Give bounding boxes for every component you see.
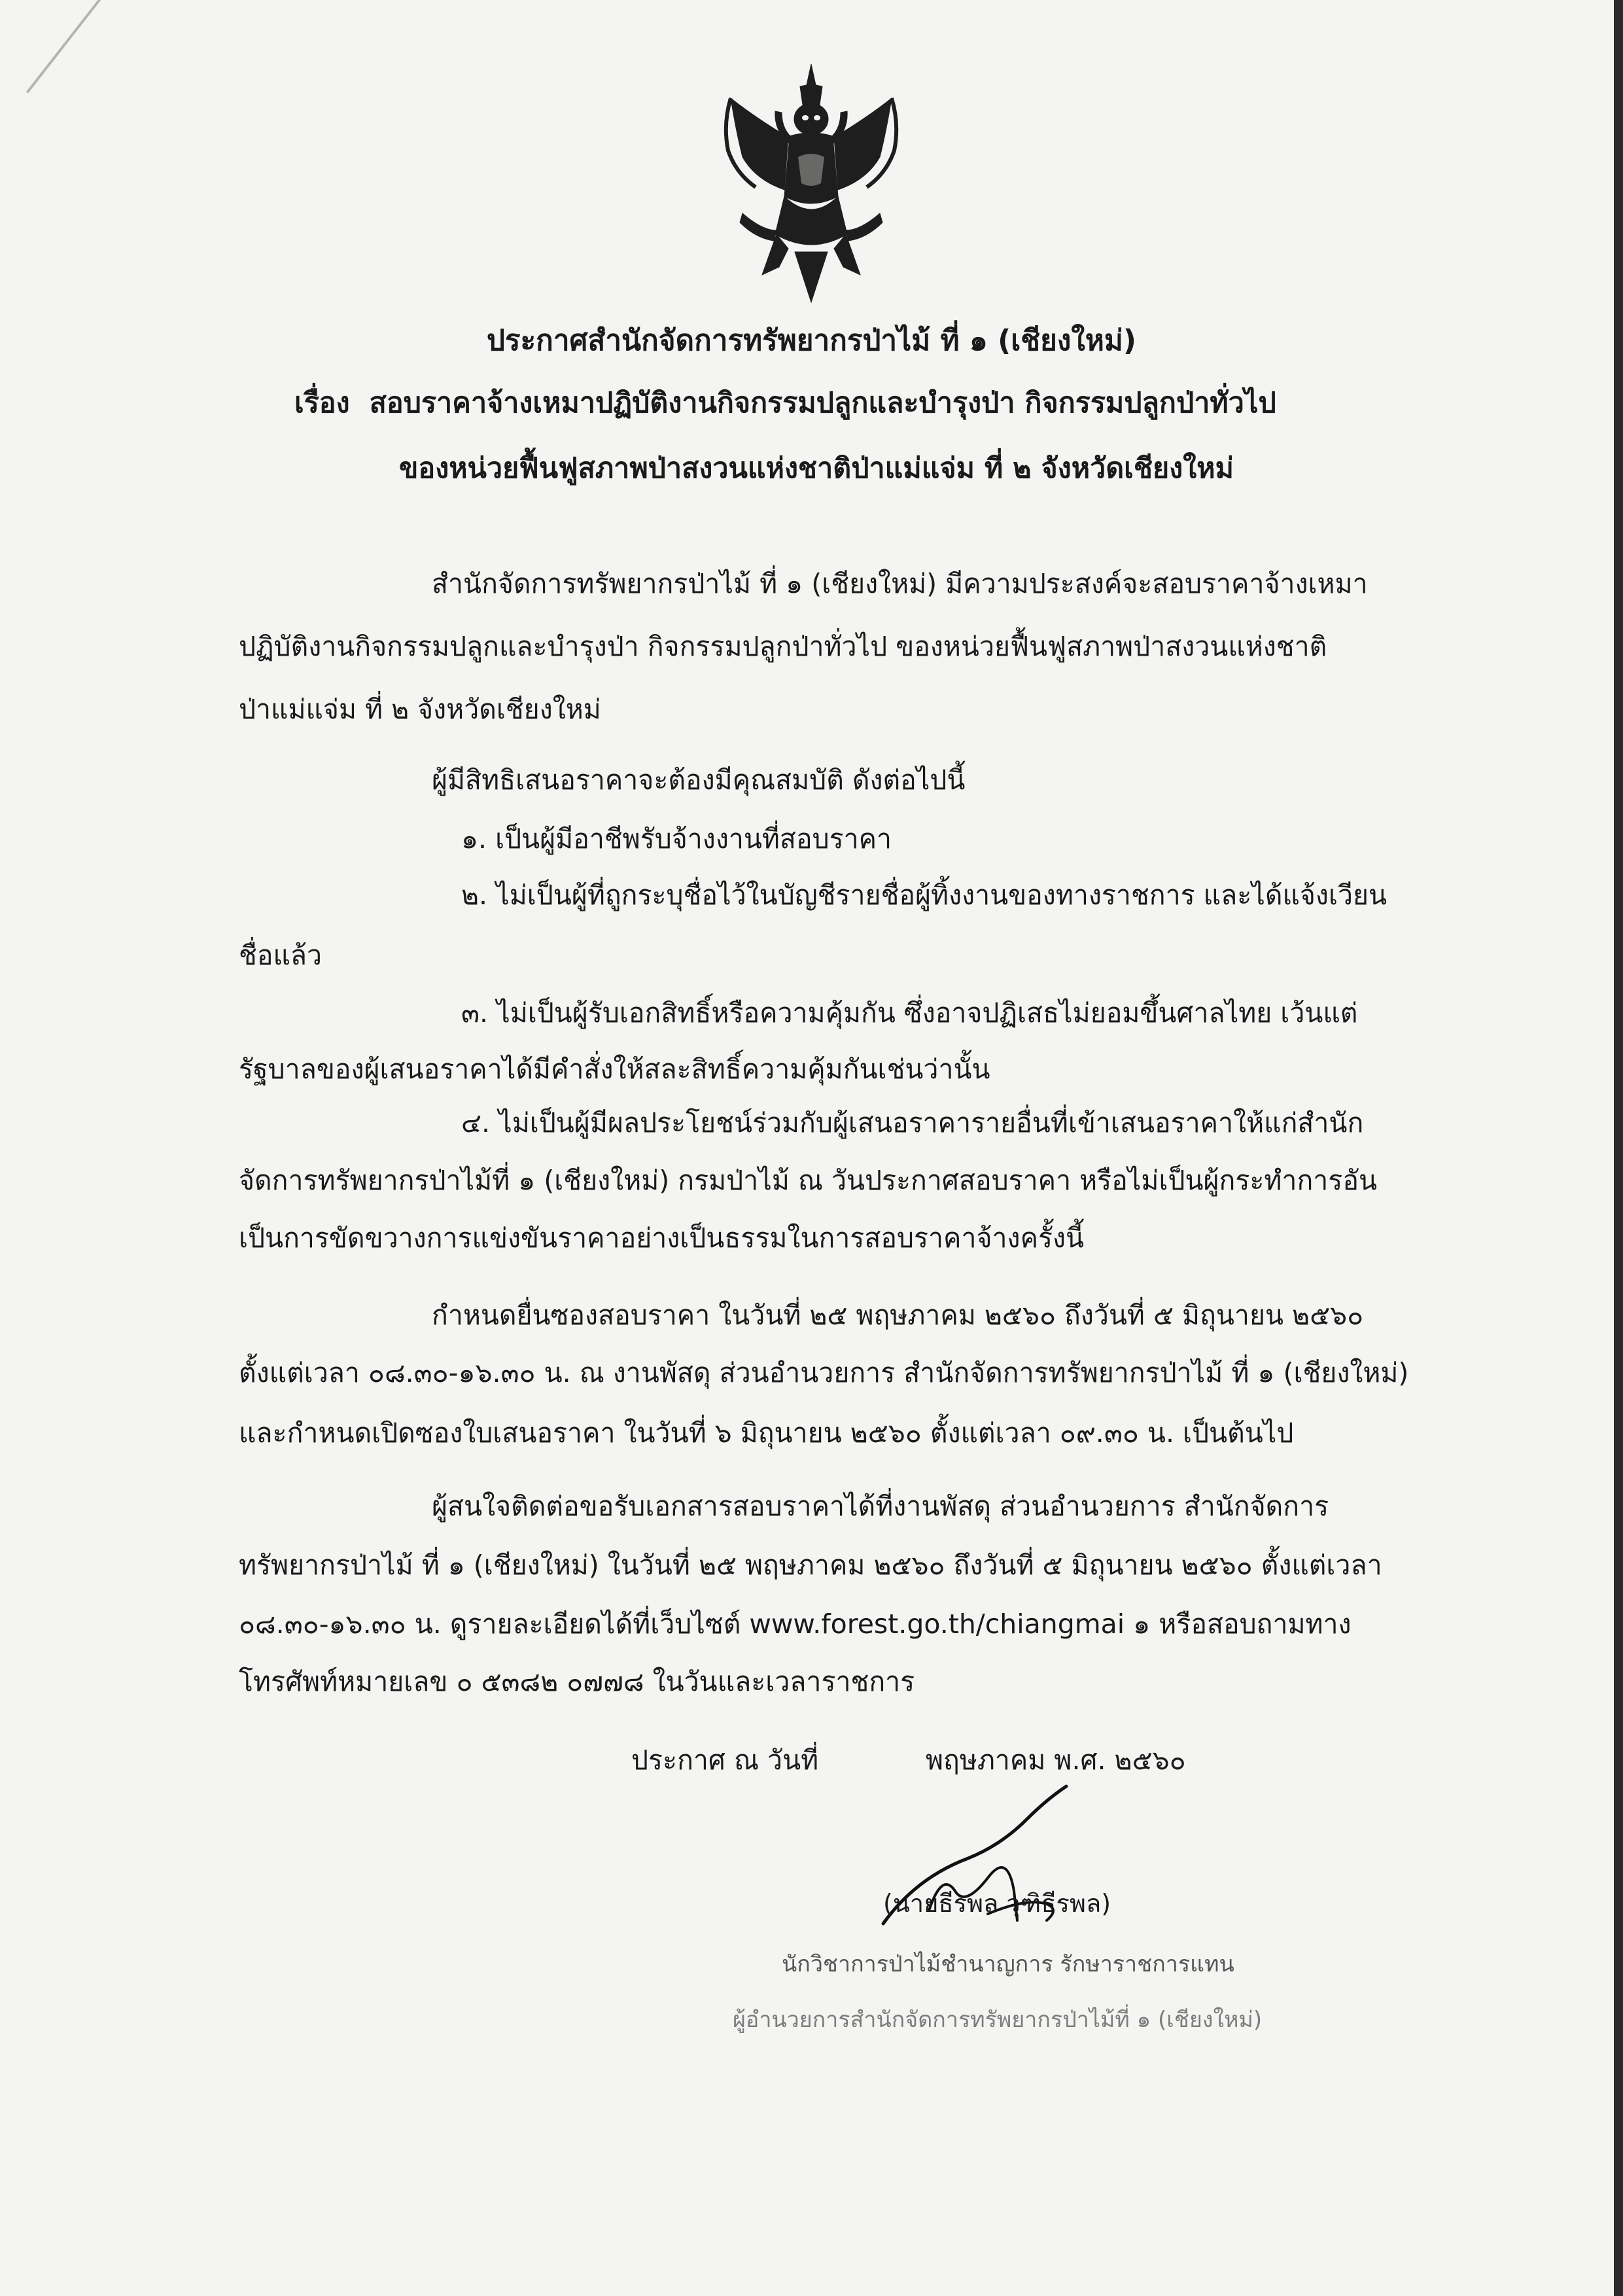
announced-at-label: ประกาศ ณ วันที่ [631,1744,819,1776]
signatory-position-2: ผู้อำนวยการสำนักจัดการทรัพยากรป่าไม้ที่ ๑ (เชียงใหม่) [733,2007,1263,2033]
qualifications-heading: ผู้มีสิทธิเสนอราคาจะต้องมีคุณสมบัติ ดังต่อไปนี้ [432,764,966,796]
scan-artifact-line [26,0,173,93]
qualification-4-line-3: เป็นการขัดขวางการแข่งขันราคาอย่างเป็นธรรมในการสอบราคาจ้างครั้งนี้ [239,1222,1085,1254]
garuda-emblem-icon [716,59,906,308]
qualification-1: ๑. เป็นผู้มีอาชีพรับจ้างงานที่สอบราคา [461,823,892,855]
contact-line-2: ทรัพยากรป่าไม้ ที่ ๑ (เชียงใหม่) ในวันที่ ๒๕ พฤษภาคม ๒๕๖๐ ถึงวันที่ ๕ มิถุนายน ๒๕๖๐ ตั้งแต่เวลา [239,1549,1382,1581]
intro-line-1: สำนักจัดการทรัพยากรป่าไม้ ที่ ๑ (เชียงใหม่) มีความประสงค์จะสอบราคาจ้างเหมา [432,568,1368,599]
subject-line-2: ของหน่วยฟื้นฟูสภาพป่าสงวนแห่งชาติป่าแม่แจ่ม ที่ ๒ จังหวัดเชียงใหม่ [399,452,1234,485]
signatory-name: (นายธีรพล วุฑิธีรพล) [883,1889,1111,1918]
schedule-line-3: และกำหนดเปิดซองใบเสนอราคา ในวันที่ ๖ มิถุนายน ๒๕๖๐ ตั้งแต่เวลา ๐๙.๓๐ น. เป็นต้นไป [239,1417,1294,1449]
intro-line-3: ป่าแม่แจ่ม ที่ ๒ จังหวัดเชียงใหม่ [239,694,601,725]
intro-line-2: ปฏิบัติงานกิจกรรมปลูกและบำรุงป่า กิจกรรมปลูกป่าทั่วไป ของหน่วยฟื้นฟูสภาพป่าสงวนแห่งชาติ [239,631,1327,662]
announcement-title: ประกาศสำนักจัดการทรัพยากรป่าไม้ ที่ ๑ (เชียงใหม่) [486,324,1137,357]
signatory-position-1: นักวิชาการป่าไม้ชำนาญการ รักษาราชการแทน [782,1951,1234,1977]
contact-line-1: ผู้สนใจติดต่อขอรับเอกสารสอบราคาได้ที่งานพัสดุ ส่วนอำนวยการ สำนักจัดการ [432,1491,1329,1522]
subject-line-1 [294,389,1276,417]
schedule-line-2: ตั้งแต่เวลา ๐๘.๓๐-๑๖.๓๐ น. ณ งานพัสดุ ส่วนอำนวยการ สำนักจัดการทรัพยากรป่าไม้ ที่ ๑ (เชียงใหม่) [239,1357,1409,1388]
qualification-2-line-1: ๒. ไม่เป็นผู้ที่ถูกระบุชื่อไว้ในบัญชีรายชื่อผู้ทิ้งงานของทางราชการ และได้แจ้งเวียน [461,879,1387,911]
contact-line-3: ๐๘.๓๐-๑๖.๓๐ น. ดูรายละเอียดได้ที่เว็บไซต์ www.forest.go.th/chiangmai ๑ หรือสอบถามทาง [239,1608,1352,1640]
qualification-3-line-1: ๓. ไม่เป็นผู้รับเอกสิทธิ์หรือความคุ้มกัน ซึ่งอาจปฏิเสธไม่ยอมขึ้นศาลไทย เว้นแต่ [461,997,1358,1029]
qualification-3-line-2: รัฐบาลของผู้เสนอราคาได้มีคำสั่งให้สละสิทธิ์ความคุ้มกันเช่นว่านั้น [239,1053,990,1085]
schedule-line-1: กำหนดยื่นซองสอบราคา ในวันที่ ๒๕ พฤษภาคม ๒๕๖๐ ถึงวันที่ ๕ มิถุนายน ๒๕๖๐ [432,1299,1364,1331]
announced-date: พฤษภาคม พ.ศ. ๒๕๖๐ [926,1744,1186,1776]
qualification-4-line-2: จัดการทรัพยากรป่าไม้ที่ ๑ (เชียงใหม่) กรมป่าไม้ ณ วันประกาศสอบราคา หรือไม่เป็นผู้กระทำการอัน [239,1165,1377,1196]
subject-text-1: สอบราคาจ้างเหมาปฏิบัติงานกิจกรรมปลูกและบำรุงป่า กิจกรรมปลูกป่าทั่วไป [369,387,1276,419]
subject-label: เรื่อง [294,387,350,419]
qualification-2-line-2: ชื่อแล้ว [239,940,323,971]
qualification-4-line-1: ๔. ไม่เป็นผู้มีผลประโยชน์ร่วมกับผู้เสนอราคารายอื่นที่เข้าเสนอราคาให้แก่สำนัก [461,1107,1364,1139]
contact-line-4: โทรศัพท์หมายเลข ๐ ๕๓๘๒ ๐๗๗๘ ในวันและเวลาราชการ [239,1666,915,1697]
